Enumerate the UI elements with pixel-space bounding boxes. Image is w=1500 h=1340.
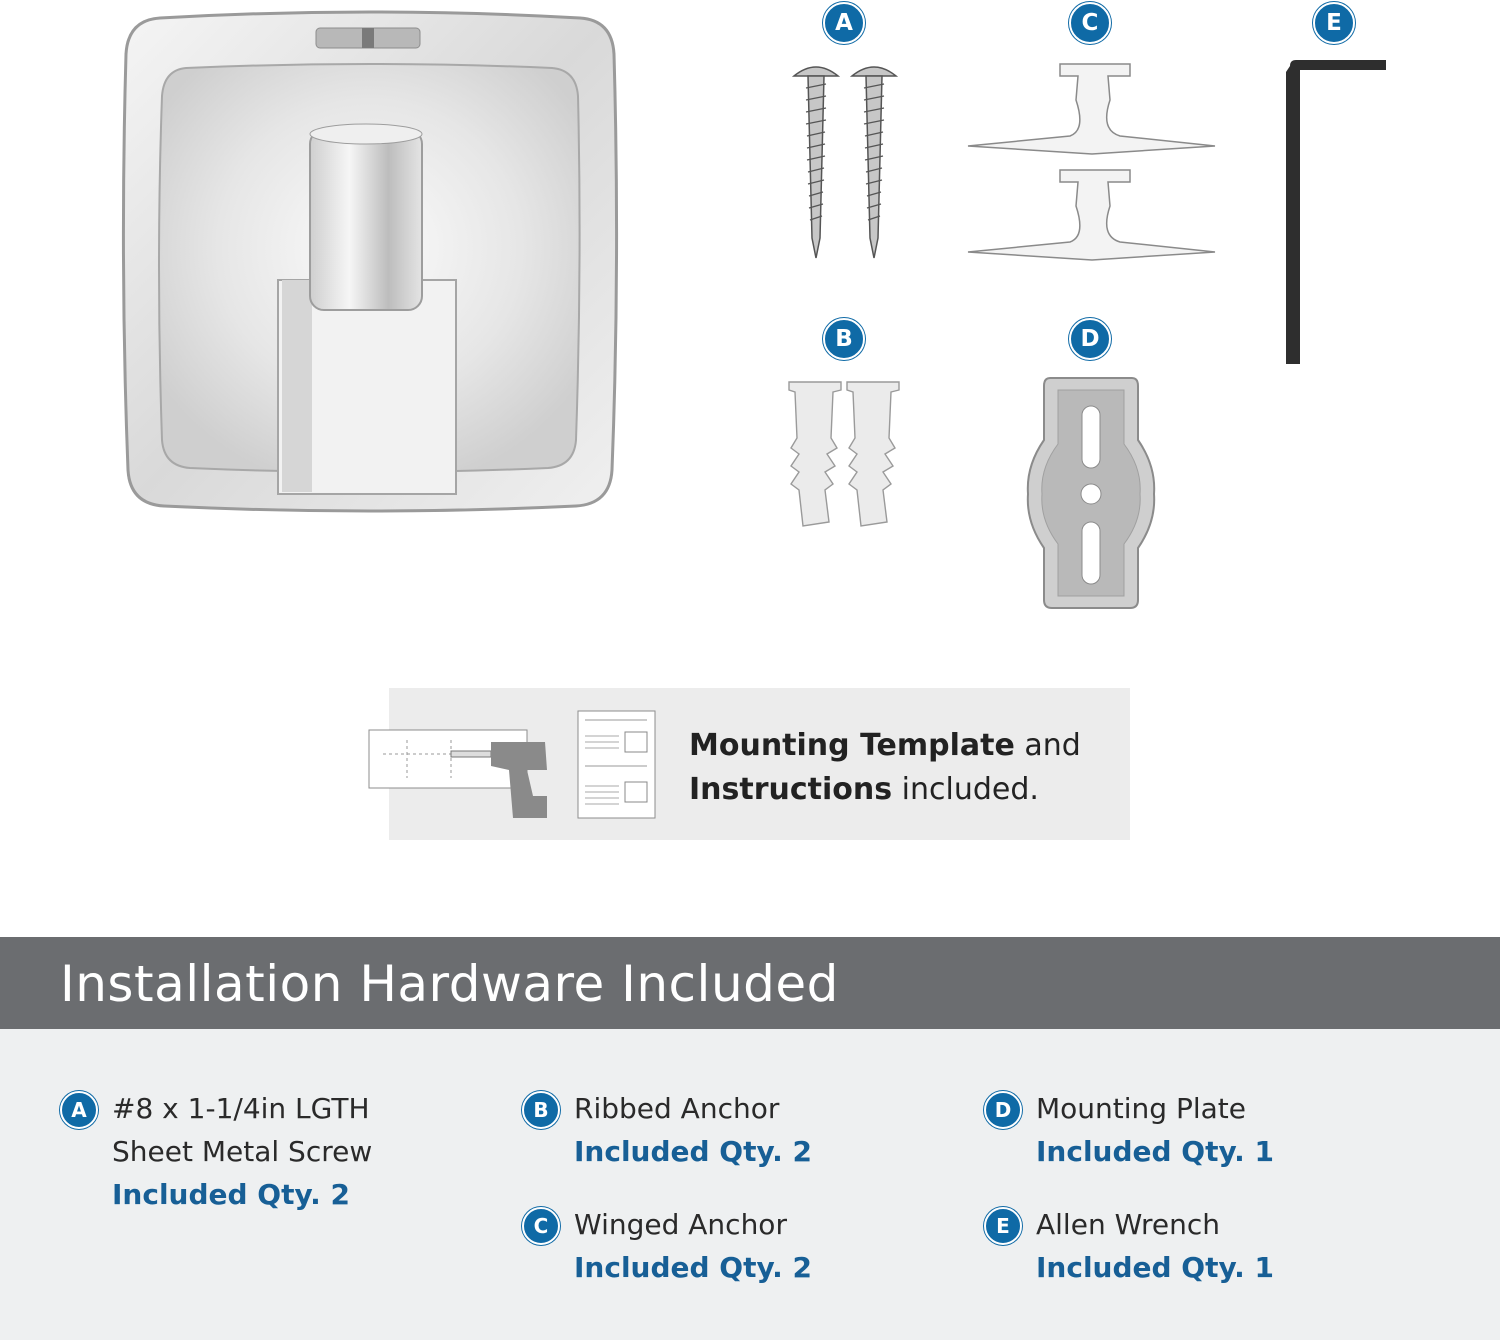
section-title: Installation Hardware Included bbox=[60, 955, 839, 1013]
legend-name-a-line1: #8 x 1-1/4in LGTH bbox=[112, 1092, 370, 1125]
legend-badge-d: D bbox=[984, 1091, 1022, 1129]
template-banner-text bbox=[689, 724, 1081, 812]
screws-image bbox=[780, 58, 910, 263]
hardware-legend bbox=[0, 1029, 1500, 1340]
winged-anchors-image bbox=[960, 60, 1220, 270]
legend-name-d: Mounting Plate bbox=[1036, 1092, 1246, 1125]
legend-qty-e: Included Qty. 1 bbox=[1036, 1251, 1275, 1284]
legend-name-c: Winged Anchor bbox=[574, 1208, 787, 1241]
legend-badge-a: A bbox=[60, 1091, 98, 1129]
legend-qty-d: Included Qty. 1 bbox=[1036, 1135, 1275, 1168]
template-banner-bold1: Mounting Template bbox=[689, 728, 1015, 763]
legend-name-e: Allen Wrench bbox=[1036, 1208, 1221, 1241]
part-badge-a: A bbox=[823, 2, 865, 44]
drill-template-icon bbox=[367, 726, 553, 821]
ribbed-anchors-image bbox=[785, 378, 905, 530]
legend-badge-c: C bbox=[522, 1207, 560, 1245]
legend-name-a-line2: Sheet Metal Screw bbox=[112, 1135, 373, 1168]
legend-name-b: Ribbed Anchor bbox=[574, 1092, 780, 1125]
instructions-document-icon bbox=[577, 710, 657, 820]
mounting-template-banner bbox=[389, 688, 1130, 840]
legend-qty-b: Included Qty. 2 bbox=[574, 1135, 813, 1168]
legend-qty-c: Included Qty. 2 bbox=[574, 1251, 813, 1284]
part-badge-d: D bbox=[1069, 318, 1111, 360]
part-badge-e: E bbox=[1313, 2, 1355, 44]
template-banner-text1: and bbox=[1014, 728, 1081, 763]
part-badge-c: C bbox=[1069, 2, 1111, 44]
legend-qty-a: Included Qty. 2 bbox=[112, 1178, 351, 1211]
template-banner-bold2: Instructions bbox=[689, 772, 893, 807]
robe-hook-image bbox=[100, 10, 640, 520]
allen-wrench-image bbox=[1278, 56, 1390, 368]
legend-badge-b: B bbox=[522, 1091, 560, 1129]
template-banner-text2: included. bbox=[892, 772, 1039, 807]
mounting-plate-image bbox=[1024, 376, 1158, 612]
legend-badge-e: E bbox=[984, 1207, 1022, 1245]
section-header-bar bbox=[0, 937, 1500, 1029]
part-badge-b: B bbox=[823, 318, 865, 360]
